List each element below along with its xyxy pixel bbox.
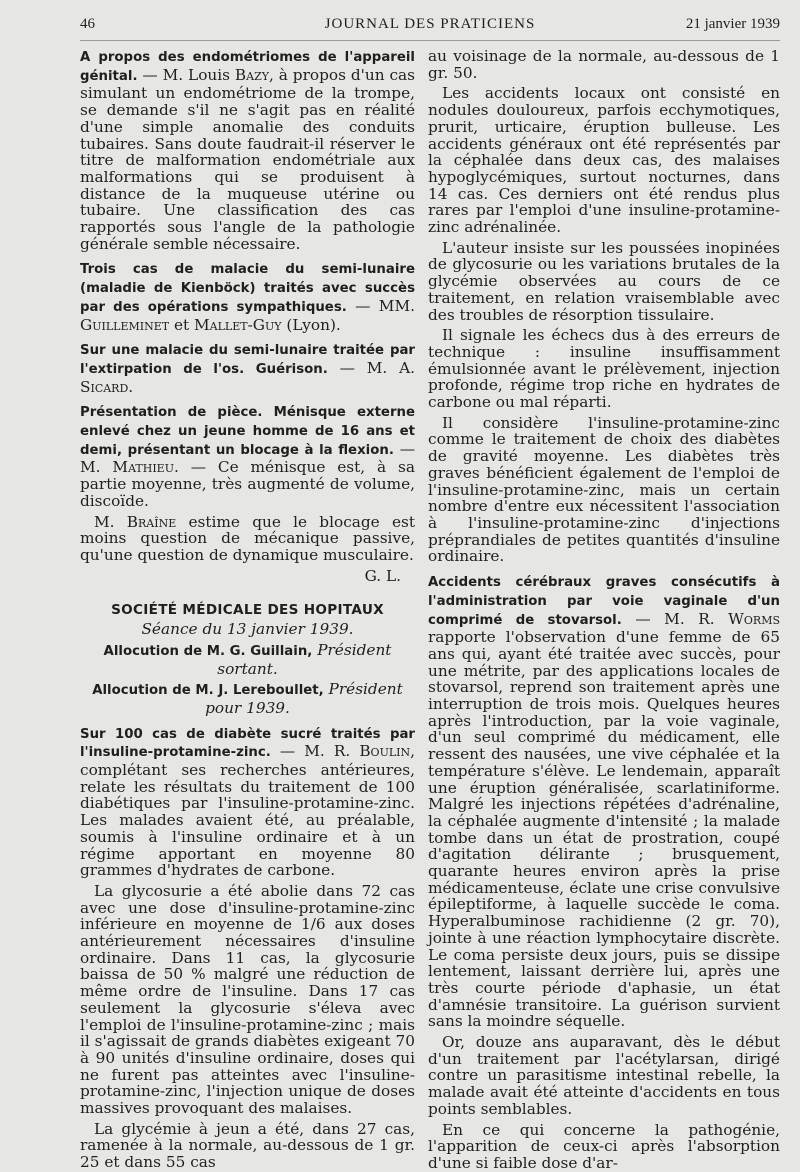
paragraph: Or, douze ans auparavant, dès le début d'un traitement par l'acétylarsan, dirigé contre un parasitisme intestinal rebelle, la malade avait été atteinte d'accidents en tous points semblables. xyxy=(428,1033,780,1118)
issue-date: 21 janvier 1939 xyxy=(685,16,780,32)
article-title: Sur 100 cas de diabète sucré traités par l'insuline-protamine-zinc. xyxy=(80,726,415,761)
article-kienbock: Trois cas de malacie du semi-lunaire (maladie de Kienböck) traités avec succès par des opérations sympathiques. — MM. Guilleminet et Mallet-Guy (Lyon). xyxy=(80,262,416,334)
author-name: Mathieu xyxy=(112,458,174,477)
page-number: 46 xyxy=(80,16,95,32)
paragraph: Il considère l'insuline-protamine-zinc comme le traitement de choix des diabètes de gravité moyenne. Les diabètes très graves bénéficient également de l'emploi de l'insuline-protamine-zinc, mais un certain nombre d'entre eux nécessitent l'association à l'insuline-protamine-zinc d'injections préprandiales de petites quantités d'insuline ordinaire. xyxy=(428,413,780,566)
paragraph: En ce qui concerne la pathogénie, l'apparition de ceux-ci après l'absorption d'une si faible dose d'ar- xyxy=(428,1120,780,1172)
allocution-lereboullet: Allocution de M. J. Lereboullet, Président pour 1939. xyxy=(92,680,403,717)
article-title: Accidents cérébraux graves consécutifs à l'administration par voie vaginale d'un comprimé de stovarsol. xyxy=(428,575,780,628)
article-semi-lunaire: Sur une malacie du semi-lunaire traitée par l'extirpation de l'os. Guérison. — M. A. Sicard. xyxy=(80,343,415,396)
society-heading: SOCIÉTÉ MÉDICALE DES HOPITAUX xyxy=(111,602,384,619)
paragraph: M. Braîne estime que le blocage est moins question de mécanique passive, qu'une question de dynamique musculaire. xyxy=(80,512,415,564)
article-menisque: Présentation de pièce. Ménisque externe enlevé chez un jeune homme de 16 ans et demi, présentant un blocage à la flexion. — M. Mathieu. — Ce ménisque est, à sa partie moyenne, très augmenté de volume, discoïde. xyxy=(80,405,415,510)
paragraph: La glycémie à jeun a été, dans 27 cas, ramenée à la normale, au-dessous de 1 gr. 25 et dans 55 cas xyxy=(80,1119,415,1172)
journal-title: JOURNAL DES PRATICIENS xyxy=(324,16,536,32)
paragraph: La glycosurie a été abolie dans 72 cas avec une dose d'insuline-protamine-zinc inférieure en moyenne de 1/6 aux doses antérieurement nécessaires d'insuline ordinaire. Dans 11 cas, la glycosurie baissa de 50 % malgré une réduction de même ordre de l'insuline. Dans 17 cas seulement la glycosurie s'éleva avec l'emploi de l'insuline-protamine-zinc ; mais il s'agissait de grands diabètes exigeant 70 à 90 unités d'insuline ordinaire, doses qui ne furent pas atteintes avec l'insuline-protamine-zinc, l'injection unique de doses massives provoquant des malaises. xyxy=(80,881,415,1118)
signature: G. L. xyxy=(364,566,401,585)
session-date: Séance du 13 janvier 1939. xyxy=(141,620,354,639)
author-name: Boulin xyxy=(359,742,411,761)
author-name: Bazy xyxy=(234,65,269,84)
allocution-guillain: Allocution de M. G. Guillain, Président sortant. xyxy=(103,640,392,678)
paragraph: L'auteur insiste sur les poussées inopinées de glycosurie ou les variations brutales de la glycémie observées au cours de ce traitement, en relation vraisemblable avec des troubles de résorption tissulaire. xyxy=(428,238,780,324)
author-name: Worms xyxy=(728,609,780,628)
article-title: Présentation de pièce. Ménisque externe enlevé chez un jeune homme de 16 ans et demi, présentant un blocage à la flexion. xyxy=(80,405,415,458)
right-column xyxy=(428,47,780,1172)
paragraph: au voisinage de la normale, au-dessous de 1 gr. 50. xyxy=(428,47,780,82)
author-name: M. Braîne xyxy=(94,512,177,531)
page-header xyxy=(80,14,780,41)
article-title: A propos des endométriomes de l'appareil génital. xyxy=(80,50,415,84)
author-name: Mallet-Guy xyxy=(194,315,282,334)
article-endometriomes: A propos des endométriomes de l'appareil génital. — M. Louis Bazy, à propos d'un cas simulant un endométriome de la trompe, se demande s'il ne s'agit pas en réalité d'une simple anomalie des conduits tubaires. Sans doute faudrait-il réserver le titre de malformation endométriale aux malformations qui se produisent à distance de la muqueuse utérine ou tubaire. Une classification des cas rapportés sous l'angle de la pathologie générale semble nécessaire. xyxy=(80,50,415,253)
paragraph: Les accidents locaux ont consisté en nodules douloureux, parfois ecchymotiques, prurit, urticaire, éruption bulleuse. Les accidents généraux ont été représentés par la céphalée dans deux cas, des malaises hypoglycémiques, surtout nocturnes, dans 14 cas. Ces derniers ont été rendus plus rares par l'emploi d'une insuline-protamine-zinc adrénalinée. xyxy=(428,84,780,237)
paragraph: Il signale les échecs dus à des erreurs de technique : insuline insuffisamment émulsionnée avant le prélèvement, injection profonde, régime trop riche en hydrates de carbone ou mal réparti. xyxy=(428,326,780,412)
left-column xyxy=(80,48,416,1172)
author-name: Sicard xyxy=(80,377,129,396)
author-name: Guilleminet xyxy=(80,315,170,334)
article-title: Trois cas de malacie du semi-lunaire (maladie de Kienböck) traités avec succès par des opérations sympathiques. xyxy=(80,262,415,315)
article-diabete: Sur 100 cas de diabète sucré traités par l'insuline-protamine-zinc. — M. R. Boulin, complétant ses recherches antérieures, relate les résultats du traitement de 100 diabétiques par l'insuline-protamine-zinc. Les malades avaient été, au préalable, soumis à l'insuline ordinaire et à un régime apportant en moyenne 80 grammes d'hydrates de carbone. xyxy=(80,726,415,880)
article-title: Sur une malacie du semi-lunaire traitée par l'extirpation de l'os. Guérison. xyxy=(80,343,415,377)
article-stovarsol: Accidents cérébraux graves consécutifs à l'administration par voie vaginale d'un comprimé de stovarsol. — M. R. Worms rapporte l'observation d'une femme de 65 ans qui, ayant été traitée avec succès, pour une métrite, par des applications locales de stovarsol, reprend son traitement après une interruption de trois mois. Quelques heures après l'introduction, par la voie vaginale, d'un seul comprimé du médicament, elle ressent des nausées, une vive céphalée et la température s'élève. Le lendemain, apparaît une éruption généralisée, scarlatiniforme. Malgré les injections répétées d'adrénaline, la céphalée augmente d'intensité ; la malade tombe dans un état de prostration, coupé d'agitation délirante ; brusquement, quarante heures environ après la prise médicamenteuse, éclate une crise convulsive épileptiforme, à laquelle succède le coma. Hyperalbuminose rachidienne (2 gr. 70), jointe à une réaction lymphocytaire discrète. Le coma persiste deux jours, puis se dissipe lentement, laissant derrière lui, après une très courte période d'aphasie, un état d'amnésie transitoire. La guérison survient sans la moindre séquelle. xyxy=(428,575,780,1031)
